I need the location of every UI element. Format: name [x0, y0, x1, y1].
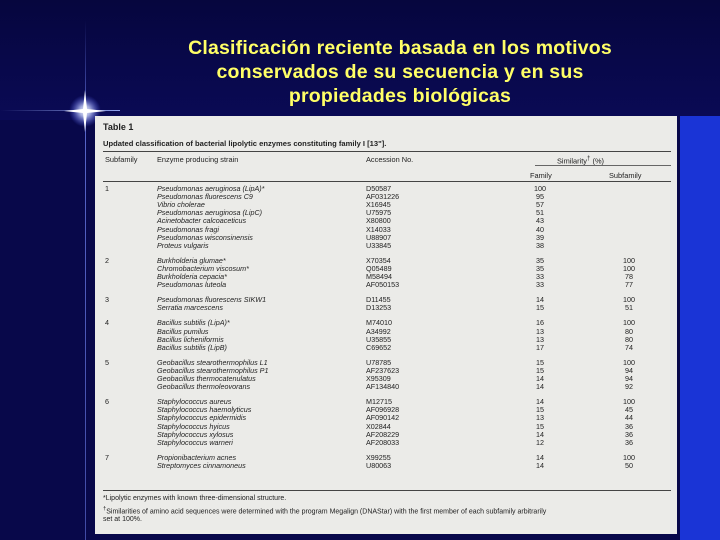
accession-cell: U78785: [366, 357, 392, 367]
table-row: [95, 241, 677, 250]
header-similarity: [557, 155, 604, 165]
accession-cell: AF050153: [366, 280, 400, 290]
table-bottom-rule: [103, 490, 671, 491]
family-similarity-cell: 16: [536, 318, 544, 328]
dagger-mark: †: [586, 155, 591, 162]
header-strain: Enzyme producing strain: [157, 155, 239, 164]
family-similarity-cell: 33: [536, 272, 544, 281]
family-similarity-cell: 38: [536, 240, 544, 250]
accession-cell: X99255: [366, 452, 391, 462]
slide-title-line-1: Clasificación reciente basada en los motivos: [188, 37, 612, 59]
family-similarity-cell: 12: [536, 437, 544, 447]
accession-cell: X16945: [366, 200, 391, 210]
accession-cell: AF208033: [366, 437, 400, 447]
subfamily-similarity-cell: 80: [625, 326, 633, 336]
strain-cell: Pseudomonas luteola: [157, 280, 227, 290]
family-similarity-cell: 35: [536, 255, 544, 265]
accession-cell: U33845: [366, 240, 392, 250]
subfamily-id-cell: 4: [105, 318, 109, 328]
header-similarity-label: Similarity: [557, 156, 587, 166]
strain-cell: Staphylococcus haemolyticus: [157, 405, 252, 415]
accession-cell: X95309: [366, 374, 391, 383]
subfamily-id-cell: 7: [105, 452, 109, 462]
family-similarity-cell: 15: [536, 303, 544, 313]
subfamily-similarity-cell: 36: [625, 429, 633, 439]
strain-cell: Vibrio cholerae: [157, 200, 205, 210]
footnote-dagger-mark: †: [103, 506, 107, 512]
accession-cell: D11455: [366, 295, 391, 305]
accession-cell: M74010: [366, 318, 392, 328]
subfamily-id-cell: 5: [105, 357, 109, 367]
accession-cell: AF090142: [366, 413, 400, 423]
subfamily-similarity-cell: 74: [625, 342, 633, 352]
family-similarity-cell: 35: [536, 263, 544, 273]
accession-cell: D50587: [366, 184, 392, 193]
subfamily-similarity-cell: 36: [625, 421, 633, 431]
strain-cell: Pseudomonas fluorescens SIKW1: [157, 295, 267, 305]
table-caption: Updated classification of bacterial lipolytic enzymes constituting family I [13"].: [103, 139, 387, 148]
family-similarity-cell: 15: [536, 421, 544, 431]
subfamily-id-cell: 3: [105, 295, 109, 305]
strain-cell: Pseudomonas fluorescens C9: [157, 192, 253, 202]
subfamily-id-cell: 1: [105, 184, 109, 193]
family-similarity-cell: 33: [536, 280, 544, 290]
accession-cell: AF031226: [366, 192, 400, 202]
strain-cell: Staphylococcus epidermidis: [157, 413, 247, 423]
family-similarity-cell: 15: [536, 357, 544, 367]
header-subfamily-similarity: Subfamily: [609, 171, 642, 180]
strain-cell: Pseudomonas aeruginosa (LipA)*: [157, 184, 265, 193]
subfamily-similarity-cell: 50: [625, 460, 633, 470]
family-similarity-cell: 14: [536, 460, 544, 470]
strain-cell: Staphylococcus xylosus: [157, 429, 234, 439]
strain-cell: Pseudomonas aeruginosa (LipC): [157, 208, 263, 218]
family-similarity-cell: 13: [536, 413, 544, 423]
header-family: Family: [530, 171, 552, 180]
strain-cell: Burkholderia glumae*: [157, 255, 226, 265]
family-similarity-cell: 95: [536, 192, 544, 202]
strain-cell: Geobacillus stearothermophilus L1: [157, 357, 268, 367]
subfamily-similarity-cell: 100: [623, 295, 635, 305]
accession-cell: M12715: [366, 397, 392, 407]
footnote-dagger-line-1: [103, 506, 546, 515]
subfamily-similarity-cell: 94: [625, 374, 633, 383]
family-similarity-cell: 39: [536, 232, 544, 242]
family-similarity-cell: 13: [536, 326, 544, 336]
header-subfamily: Subfamily: [105, 155, 138, 164]
slide-title-line-3: propiedades biológicas: [288, 85, 512, 107]
similarity-rule: [535, 165, 671, 166]
accession-cell: U35855: [366, 334, 392, 344]
subfamily-similarity-cell: 100: [623, 397, 635, 407]
subfamily-similarity-cell: 44: [625, 413, 633, 423]
slide-title: [100, 36, 700, 108]
strain-cell: Chromobacterium viscosum*: [157, 263, 249, 273]
subfamily-similarity-cell: 45: [625, 405, 633, 415]
strain-cell: Pseudomonas fragi: [157, 224, 219, 234]
strain-cell: Staphylococcus aureus: [157, 397, 232, 407]
subfamily-similarity-cell: 77: [625, 280, 633, 290]
strain-cell: Bacillus subtilis (LipB): [157, 342, 227, 352]
table-row: [95, 382, 677, 391]
subfamily-id-cell: 6: [105, 397, 109, 407]
accession-cell: AF096928: [366, 405, 400, 415]
table-row: [95, 280, 677, 289]
strain-cell: Acinetobacter calcoaceticus: [157, 216, 247, 226]
subfamily-similarity-cell: 36: [625, 437, 633, 447]
header-similarity-unit: (%): [592, 156, 604, 166]
accession-cell: Q05489: [366, 263, 392, 273]
accession-cell: AF134840: [366, 382, 400, 392]
table-row: [95, 461, 677, 470]
slide-title-line-2: conservados de su secuencia y en sus: [216, 61, 584, 83]
strain-cell: Bacillus licheniformis: [157, 334, 224, 344]
family-similarity-cell: 14: [536, 429, 544, 439]
subfamily-similarity-cell: 100: [623, 263, 635, 273]
subfamily-similarity-cell: 100: [623, 452, 635, 462]
family-similarity-cell: 13: [536, 334, 544, 344]
strain-cell: Proteus vulgaris: [157, 240, 209, 250]
table-row: [95, 303, 677, 312]
header-bottom-rule: [103, 181, 671, 182]
strain-cell: Staphylococcus hyicus: [157, 421, 230, 431]
strain-cell: Bacillus pumilus: [157, 326, 209, 336]
accession-cell: U75975: [366, 208, 392, 218]
accession-cell: X14033: [366, 224, 391, 234]
family-similarity-cell: 15: [536, 365, 544, 375]
subfamily-similarity-cell: 94: [625, 365, 633, 375]
strain-cell: Bacillus subtilis (LipA)*: [157, 318, 230, 328]
accession-cell: U80063: [366, 460, 392, 470]
accession-cell: AF237623: [366, 365, 400, 375]
table-row: [95, 343, 677, 352]
accession-cell: C69652: [366, 342, 392, 352]
accession-cell: X80800: [366, 216, 391, 226]
footnote-dagger-line-2: set at 100%.: [103, 516, 142, 523]
family-similarity-cell: 14: [536, 382, 544, 392]
family-similarity-cell: 15: [536, 405, 544, 415]
accession-cell: A34992: [366, 326, 391, 336]
accession-cell: U88907: [366, 232, 392, 242]
strain-cell: Geobacillus thermocatenulatus: [157, 374, 256, 383]
accession-cell: X70354: [366, 255, 391, 265]
subfamily-similarity-cell: 51: [625, 303, 633, 313]
family-similarity-cell: 43: [536, 216, 544, 226]
subfamily-similarity-cell: 100: [623, 357, 635, 367]
family-similarity-cell: 57: [536, 200, 544, 210]
accession-cell: M58494: [366, 272, 392, 281]
strain-cell: Propionibacterium acnes: [157, 452, 237, 462]
footnote-star: *Lipolytic enzymes with known three-dimensional structure.: [103, 495, 287, 502]
subfamily-similarity-cell: 80: [625, 334, 633, 344]
subfamily-similarity-cell: 100: [623, 318, 635, 328]
table-label: Table 1: [103, 122, 134, 132]
family-similarity-cell: 14: [536, 295, 544, 305]
table-row: [95, 438, 677, 447]
footnote-dagger-text: Similarities of amino acid sequences were determined with the program Megalign (DNAStar) with the first member of each subfamily arbitrarily: [106, 508, 547, 516]
subfamily-similarity-cell: 78: [625, 272, 633, 281]
strain-cell: Burkholderia cepacia*: [157, 272, 227, 281]
family-similarity-cell: 14: [536, 374, 544, 383]
header-accession: Accession No.: [366, 155, 414, 164]
family-similarity-cell: 17: [536, 342, 544, 352]
strain-cell: Geobacillus stearothermophilus P1: [157, 365, 269, 375]
strain-cell: Geobacillus thermoleovorans: [157, 382, 251, 392]
strain-cell: Staphylococcus warneri: [157, 437, 233, 447]
subfamily-similarity-cell: 100: [623, 255, 635, 265]
accession-cell: AF208229: [366, 429, 400, 439]
strain-cell: Serratia marcescens: [157, 303, 223, 313]
subfamily-similarity-cell: 92: [625, 382, 633, 392]
accession-cell: D13253: [366, 303, 392, 313]
family-similarity-cell: 40: [536, 224, 544, 234]
accession-cell: X02844: [366, 421, 391, 431]
family-similarity-cell: 14: [536, 397, 544, 407]
family-similarity-cell: 14: [536, 452, 544, 462]
strain-cell: Streptomyces cinnamoneus: [157, 460, 246, 470]
strain-cell: Pseudomonas wisconsinensis: [157, 232, 253, 242]
table-image-panel: [95, 116, 677, 534]
right-accent-strip: [680, 116, 720, 540]
family-similarity-cell: 100: [534, 184, 546, 193]
family-similarity-cell: 51: [536, 208, 544, 218]
subfamily-id-cell: 2: [105, 255, 109, 265]
table-top-rule: [103, 151, 671, 152]
